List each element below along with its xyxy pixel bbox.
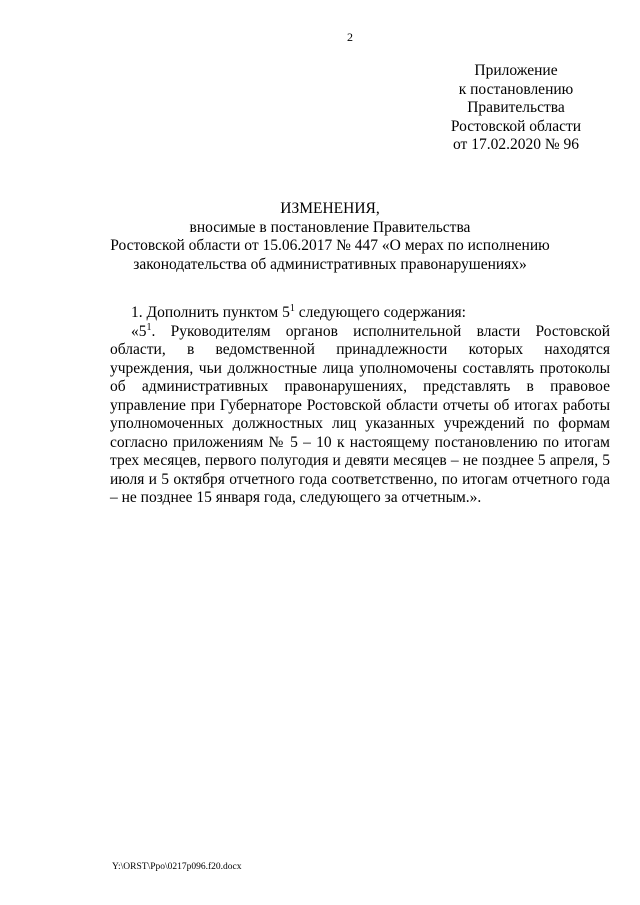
quote-prefix: «5 <box>131 322 147 340</box>
appendix-line: Приложение <box>474 62 558 79</box>
document-body <box>110 304 610 508</box>
quote-superscript: 1 <box>146 321 152 333</box>
item-1-paragraph <box>110 304 610 323</box>
quote-text: . Руководителям органов исполнительной власти Ростовской области, в ведомственной принадлежности которых находятся учреждения, чьи должностные лица уполномочены составлять протоколы об административных правонарушениях, представлять в правовое управление при Губернаторе Ростовской области отчеты об итогах работы уполномоченных должностных лиц указанных учреждений по формам согласно приложениям № 5 – 10 к настоящему постановлению по итогам трех месяцев, первого полугодия и девяти месяцев – не позднее 5 апреля, 5 июля и 5 октября отчетного года соответственно, по итогам отчетного года – не позднее 15 января года, следующего за отчетным.». <box>110 322 610 506</box>
document-title-block <box>60 200 600 274</box>
title-line: вносимые в постановление Правительства <box>189 218 471 236</box>
appendix-block <box>430 62 602 155</box>
item-1-text-end: следующего содержания: <box>294 304 466 321</box>
page-number: 2 <box>347 30 353 44</box>
title-line: Ростовской области от 15.06.2017 № 447 «О мерах по исполнению <box>110 237 550 254</box>
appendix-line: Правительства <box>467 99 565 116</box>
item-1-text: 1. Дополнить пунктом 5 <box>131 304 290 321</box>
footer-file-path: Y:\ORST\Ppo\0217p096.f20.docx <box>112 862 242 872</box>
item-1-superscript: 1 <box>289 303 295 314</box>
title-line: законодательства об административных правонарушениях» <box>133 255 527 273</box>
quoted-paragraph <box>110 323 610 508</box>
document-heading: ИЗМЕНЕНИЯ, <box>280 200 380 217</box>
appendix-line: от 17.02.2020 № 96 <box>453 136 579 153</box>
appendix-line: Ростовской области <box>450 117 582 135</box>
appendix-line: к постановлению <box>458 80 574 98</box>
